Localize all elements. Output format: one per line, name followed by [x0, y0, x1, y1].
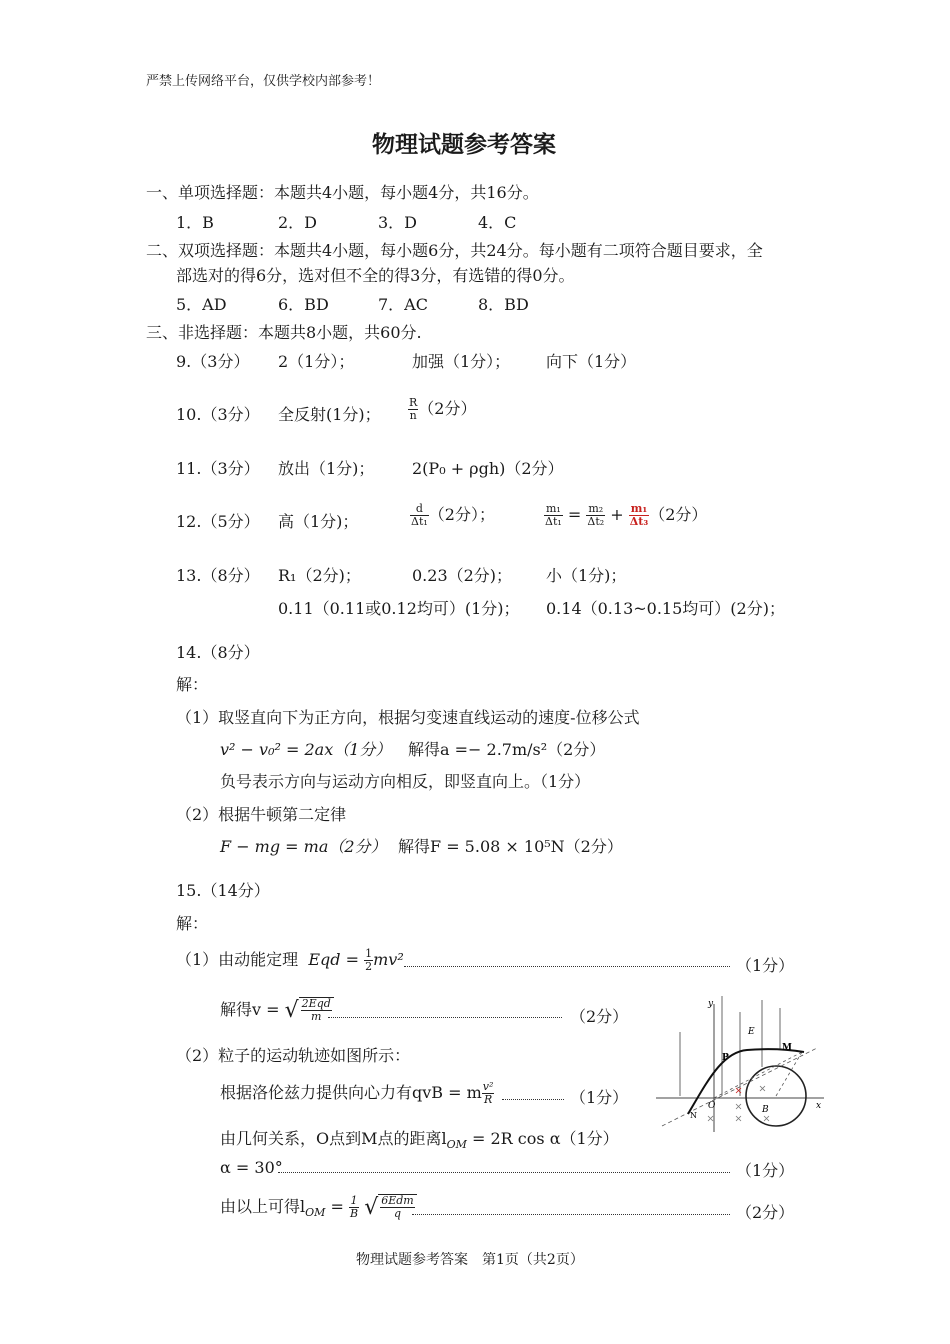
- q13-answer-1: R₁（2分)；: [278, 566, 361, 585]
- q15-step4-leader: [502, 1099, 564, 1100]
- fig-label-x: x: [816, 1101, 822, 1111]
- q12-answer-2: $\frac{d}{\text{Δt₁}}$ （2分）；: [411, 502, 495, 528]
- q15-step2-leader: [328, 1017, 562, 1018]
- section1-heading: 一、单项选择题：本题共4小题，每小题4分，共16分。: [146, 183, 539, 202]
- q13-number: 13.（8分）: [176, 566, 260, 585]
- q10-answer-1: 全反射(1分)；: [278, 405, 381, 424]
- q13-answer-4: 0.11（0.11或0.12均可）(1分)；: [278, 599, 520, 618]
- q15-step3: （2）粒子的运动轨迹如图所示：: [176, 1046, 411, 1065]
- q15-step5: 由几何关系，O点到M点的距离$l_{OM} = 2R$ cos α（1分）: [220, 1129, 619, 1152]
- page-title: 物理试题参考答案: [372, 131, 556, 158]
- fig-label-y: y: [708, 999, 714, 1009]
- q9-number: 9.（3分）: [176, 352, 250, 371]
- q15-step6: α = 30°: [220, 1158, 283, 1177]
- q14-part2-result: 解得F = 5.08 × 10⁵N（2分）: [398, 837, 623, 856]
- answer-7: 7．AC: [378, 295, 428, 314]
- q15-step7: 由以上可得$l_{OM}$ = $\frac{1}{B}$ √ $\frac{\text{6Edm}}{q}$: [220, 1194, 417, 1220]
- answer-4: 4．C: [478, 213, 517, 232]
- fig-label-M: M: [782, 1043, 792, 1053]
- q14-solution-label: 解：: [176, 675, 209, 694]
- answer-1: 1．B: [176, 213, 214, 232]
- q11-number: 11.（3分）: [176, 459, 260, 478]
- q10-fraction: $\frac{R}{n}$: [409, 396, 418, 422]
- trajectory-figure: [652, 992, 832, 1137]
- q15-step1-leader: [404, 966, 730, 967]
- q12-number: 12.（5分）: [176, 512, 260, 531]
- answer-5: 5．AD: [176, 295, 227, 314]
- section2-heading-line1: 二、双项选择题：本题共4小题，每小题6分，共24分。每小题有二项符合题目要求，全: [146, 241, 763, 260]
- trajectory-path: [688, 1049, 804, 1114]
- q12-answer-3: $\frac{\text{m₁}}{\text{Δt₁}}$ = $\frac{\text{m₂}}{\text{Δt₂}}$ + $\frac{\text{m₁}}{\text{Δt₃}}$ （2分）: [545, 502, 708, 528]
- q10-answer-2: $\frac{R}{n}$ （2分）: [409, 396, 477, 422]
- section2-heading-line2: 部选对的得6分，选对但不全的得3分，有选错的得0分。: [176, 266, 575, 285]
- answer-6: 6．BD: [278, 295, 329, 314]
- q15-step6-score: （1分）: [736, 1161, 795, 1180]
- q14-part2: （2）根据牛顿第二定律: [176, 805, 347, 824]
- page-footer: 物理试题参考答案 第1页（共2页）: [356, 1252, 584, 1268]
- q15-step6-leader: [278, 1172, 730, 1173]
- q14-part1-equation: v² − v₀² = 2ax（1分）: [220, 740, 392, 759]
- q9-answer-1: 2（1分）；: [278, 352, 355, 371]
- q9-answer-2: 加强（1分）；: [412, 352, 511, 371]
- q13-answer-2: 0.23（2分)；: [412, 566, 513, 585]
- q12-red-fraction: $\frac{\text{m₁}}{\text{Δt₃}}$: [629, 502, 649, 528]
- q14-number: 14.（8分）: [176, 643, 260, 662]
- q13-answer-3: 小（1分)；: [546, 566, 627, 585]
- q14-part2-equation: F − mg = ma（2分）: [220, 837, 387, 856]
- q14-part1-note: 负号表示方向与运动方向相反，即竖直向上。（1分）: [220, 772, 591, 791]
- section3-heading: 三、非选择题：本题共8小题，共60分.: [146, 323, 422, 342]
- answer-2: 2．D: [278, 213, 318, 232]
- q14-part1: （1）取竖直向下为正方向，根据匀变速直线运动的速度-位移公式: [176, 708, 640, 727]
- fig-label-N: N: [690, 1111, 697, 1120]
- q12-answer-1: 高（1分)；: [278, 512, 359, 531]
- q11-answer-2: 2(P₀ + ρgh)（2分）: [412, 459, 564, 478]
- q15-step7-leader: [412, 1214, 730, 1215]
- q9-answer-3: 向下（1分）: [546, 352, 637, 371]
- q15-step2: 解得v = √ $\frac{\text{2Eqd}}{m}$: [220, 997, 334, 1023]
- fig-label-O: O: [708, 1101, 716, 1111]
- answer-8: 8．BD: [478, 295, 529, 314]
- q15-step4-score: （1分）: [570, 1088, 629, 1107]
- q15-step4: 根据洛伦兹力提供向心力有qvB = m $\frac{\text{v²}}{R}$: [220, 1080, 494, 1106]
- q15-step7-score: （2分）: [736, 1203, 795, 1222]
- q10-number: 10.（3分）: [176, 405, 260, 424]
- fig-label-P: P: [722, 1053, 729, 1063]
- q15-step1-score: （1分）: [736, 956, 795, 975]
- q15-step1: （1）由动能定理 Eqd = $\frac{1}{2}$ mv²: [176, 947, 404, 973]
- notice-text: 严禁上传网络平台，仅供学校内部参考！: [146, 74, 381, 89]
- q15-step2-score: （2分）: [570, 1007, 629, 1026]
- fig-label-B: B: [762, 1105, 769, 1115]
- q13-answer-5: 0.14（0.13~0.15均可）(2分)；: [546, 599, 785, 618]
- q11-answer-1: 放出（1分)；: [278, 459, 375, 478]
- answer-3: 3．D: [378, 213, 418, 232]
- q14-part1-result: 解得a =− 2.7m/s²（2分）: [408, 740, 606, 759]
- q15-number: 15.（14分）: [176, 881, 270, 900]
- fig-label-E: E: [748, 1027, 755, 1037]
- q15-solution-label: 解：: [176, 914, 209, 933]
